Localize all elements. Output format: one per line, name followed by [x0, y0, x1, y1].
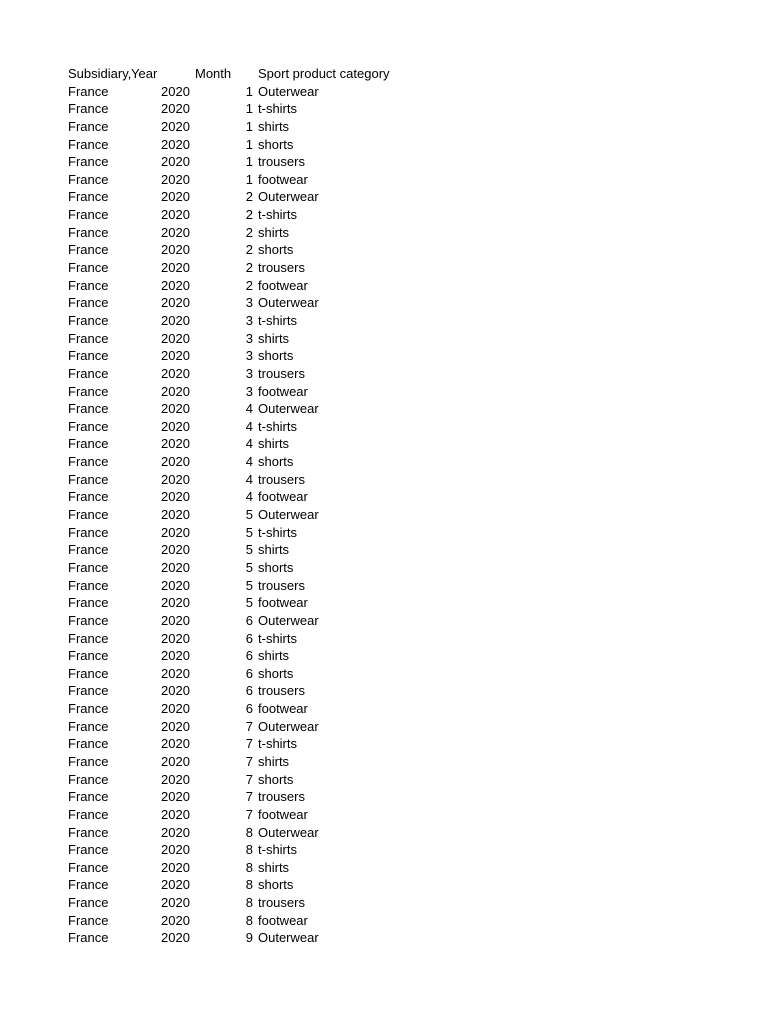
category-cell: shirts [258, 648, 290, 664]
subsidiary-cell: France [68, 930, 109, 946]
table-row [68, 665, 428, 683]
category-cell: shirts [258, 224, 290, 240]
month-cell: 7 [245, 753, 253, 769]
subsidiary-cell: France [68, 83, 109, 99]
subsidiary-cell: France [68, 207, 109, 223]
table-row [68, 630, 428, 648]
subsidiary-cell: France [68, 542, 109, 558]
month-cell: 2 [245, 189, 253, 205]
category-cell: Outerwear [258, 83, 319, 99]
year-cell: 2020 [161, 295, 190, 311]
table-row [68, 824, 428, 842]
year-cell: 2020 [161, 418, 190, 434]
subsidiary-cell: France [68, 118, 109, 134]
table-row [68, 859, 428, 877]
category-cell: Outerwear [258, 401, 319, 417]
year-cell: 2020 [161, 207, 190, 223]
subsidiary-cell: France [68, 789, 109, 805]
category-cell: shorts [258, 665, 294, 681]
month-cell: 6 [245, 665, 253, 681]
month-cell: 8 [245, 842, 253, 858]
year-cell: 2020 [161, 648, 190, 664]
month-cell: 5 [245, 507, 253, 523]
table-row [68, 735, 428, 753]
subsidiary-cell: France [68, 895, 109, 911]
subsidiary-cell: France [68, 630, 109, 646]
month-cell: 5 [245, 524, 253, 540]
subsidiary-cell: France [68, 489, 109, 505]
table-row [68, 718, 428, 736]
year-cell: 2020 [161, 895, 190, 911]
year-cell: 2020 [161, 348, 190, 364]
table-row [68, 83, 428, 101]
subsidiary-cell: France [68, 242, 109, 258]
month-cell: 1 [245, 83, 253, 99]
table-row [68, 259, 428, 277]
subsidiary-cell: France [68, 771, 109, 787]
month-cell: 5 [245, 577, 253, 593]
year-cell: 2020 [161, 118, 190, 134]
category-cell: trousers [258, 789, 305, 805]
subsidiary-cell: France [68, 436, 109, 452]
year-cell: 2020 [161, 507, 190, 523]
month-cell: 4 [245, 489, 253, 505]
subsidiary-cell: France [68, 753, 109, 769]
year-cell: 2020 [161, 242, 190, 258]
table-row [68, 806, 428, 824]
subsidiary-cell: France [68, 312, 109, 328]
category-cell: footwear [258, 489, 308, 505]
table-row [68, 929, 428, 947]
month-cell: 2 [245, 207, 253, 223]
month-cell: 4 [245, 454, 253, 470]
year-cell: 2020 [161, 736, 190, 752]
table-row [68, 224, 428, 242]
subsidiary-cell: France [68, 736, 109, 752]
month-cell: 8 [245, 877, 253, 893]
subsidiary-cell: France [68, 189, 109, 205]
subsidiary-cell: France [68, 612, 109, 628]
year-cell: 2020 [161, 136, 190, 152]
month-cell: 6 [245, 630, 253, 646]
table-row [68, 136, 428, 154]
category-cell: t-shirts [258, 736, 297, 752]
category-cell: t-shirts [258, 524, 297, 540]
year-cell: 2020 [161, 595, 190, 611]
table-row [68, 541, 428, 559]
month-cell: 2 [245, 242, 253, 258]
table-row [68, 471, 428, 489]
subsidiary-cell: France [68, 348, 109, 364]
month-cell: 3 [245, 365, 253, 381]
category-cell: Outerwear [258, 189, 319, 205]
year-cell: 2020 [161, 383, 190, 399]
subsidiary-cell: France [68, 418, 109, 434]
table-row [68, 400, 428, 418]
month-cell: 2 [245, 260, 253, 276]
year-cell: 2020 [161, 101, 190, 117]
year-cell: 2020 [161, 154, 190, 170]
category-cell: t-shirts [258, 842, 297, 858]
year-cell: 2020 [161, 260, 190, 276]
year-cell: 2020 [161, 471, 190, 487]
category-cell: footwear [258, 701, 308, 717]
header-year: Year [131, 66, 158, 81]
year-cell: 2020 [161, 612, 190, 628]
category-cell: trousers [258, 154, 305, 170]
year-cell: 2020 [161, 577, 190, 593]
month-cell: 6 [245, 648, 253, 664]
year-cell: 2020 [161, 524, 190, 540]
month-cell: 1 [245, 171, 253, 187]
subsidiary-cell: France [68, 859, 109, 875]
category-cell: footwear [258, 806, 308, 822]
month-cell: 7 [245, 789, 253, 805]
month-cell: 3 [245, 383, 253, 399]
month-cell: 8 [245, 895, 253, 911]
category-cell: footwear [258, 912, 308, 928]
subsidiary-cell: France [68, 912, 109, 928]
category-cell: shorts [258, 559, 294, 575]
category-cell: shirts [258, 542, 290, 558]
subsidiary-cell: France [68, 171, 109, 187]
subsidiary-cell: France [68, 524, 109, 540]
subsidiary-cell: France [68, 330, 109, 346]
category-cell: t-shirts [258, 207, 297, 223]
table-body [68, 83, 428, 947]
year-cell: 2020 [161, 277, 190, 293]
month-cell: 8 [245, 824, 253, 840]
year-cell: 2020 [161, 436, 190, 452]
category-cell: shorts [258, 771, 294, 787]
subsidiary-cell: France [68, 383, 109, 399]
category-cell: shorts [258, 454, 294, 470]
table-row [68, 453, 428, 471]
table-row [68, 524, 428, 542]
year-cell: 2020 [161, 930, 190, 946]
year-cell: 2020 [161, 683, 190, 699]
table-row [68, 241, 428, 259]
table-row [68, 100, 428, 118]
month-cell: 5 [245, 559, 253, 575]
subsidiary-cell: France [68, 401, 109, 417]
year-cell: 2020 [161, 753, 190, 769]
subsidiary-cell: France [68, 877, 109, 893]
data-sheet [68, 65, 428, 947]
year-cell: 2020 [161, 189, 190, 205]
table-row [68, 894, 428, 912]
subsidiary-cell: France [68, 224, 109, 240]
category-cell: trousers [258, 683, 305, 699]
table-row [68, 876, 428, 894]
table-row [68, 365, 428, 383]
month-cell: 4 [245, 471, 253, 487]
year-cell: 2020 [161, 665, 190, 681]
month-cell: 7 [245, 771, 253, 787]
category-cell: shorts [258, 136, 294, 152]
category-cell: t-shirts [258, 418, 297, 434]
subsidiary-cell: France [68, 471, 109, 487]
category-cell: footwear [258, 595, 308, 611]
subsidiary-cell: France [68, 824, 109, 840]
month-cell: 4 [245, 436, 253, 452]
category-cell: footwear [258, 171, 308, 187]
month-cell: 2 [245, 224, 253, 240]
subsidiary-cell: France [68, 559, 109, 575]
table-row [68, 206, 428, 224]
category-cell: shirts [258, 753, 290, 769]
month-cell: 1 [245, 118, 253, 134]
table-row [68, 488, 428, 506]
category-cell: t-shirts [258, 630, 297, 646]
month-cell: 1 [245, 154, 253, 170]
subsidiary-cell: France [68, 595, 109, 611]
table-row [68, 277, 428, 295]
category-cell: shirts [258, 436, 290, 452]
subsidiary-cell: France [68, 454, 109, 470]
category-cell: shorts [258, 348, 294, 364]
table-row [68, 330, 428, 348]
subsidiary-cell: France [68, 154, 109, 170]
year-cell: 2020 [161, 859, 190, 875]
category-cell: footwear [258, 277, 308, 293]
subsidiary-cell: France [68, 806, 109, 822]
header-month: Month [195, 66, 232, 81]
month-cell: 1 [245, 101, 253, 117]
year-cell: 2020 [161, 718, 190, 734]
table-row [68, 312, 428, 330]
month-cell: 8 [245, 859, 253, 875]
subsidiary-cell: France [68, 277, 109, 293]
month-cell: 9 [245, 930, 253, 946]
table-row [68, 506, 428, 524]
month-cell: 3 [245, 312, 253, 328]
month-cell: 2 [245, 277, 253, 293]
category-cell: Outerwear [258, 507, 319, 523]
subsidiary-cell: France [68, 101, 109, 117]
month-cell: 3 [245, 330, 253, 346]
year-cell: 2020 [161, 877, 190, 893]
category-cell: Outerwear [258, 612, 319, 628]
subsidiary-cell: France [68, 365, 109, 381]
year-cell: 2020 [161, 559, 190, 575]
table-row [68, 347, 428, 365]
category-cell: Outerwear [258, 718, 319, 734]
table-row [68, 577, 428, 595]
category-cell: t-shirts [258, 101, 297, 117]
year-cell: 2020 [161, 330, 190, 346]
month-cell: 8 [245, 912, 253, 928]
month-cell: 1 [245, 136, 253, 152]
category-cell: trousers [258, 471, 305, 487]
category-cell: shirts [258, 859, 290, 875]
category-cell: Outerwear [258, 930, 319, 946]
month-cell: 6 [245, 612, 253, 628]
month-cell: 3 [245, 348, 253, 364]
subsidiary-cell: France [68, 295, 109, 311]
category-cell: trousers [258, 365, 305, 381]
month-cell: 4 [245, 418, 253, 434]
category-cell: shorts [258, 877, 294, 893]
month-cell: 3 [245, 295, 253, 311]
table-row [68, 118, 428, 136]
table-row [68, 294, 428, 312]
category-cell: trousers [258, 895, 305, 911]
table-row [68, 912, 428, 930]
subsidiary-cell: France [68, 683, 109, 699]
category-cell: footwear [258, 383, 308, 399]
subsidiary-cell: France [68, 842, 109, 858]
category-cell: shirts [258, 330, 290, 346]
category-cell: t-shirts [258, 312, 297, 328]
subsidiary-cell: France [68, 507, 109, 523]
category-cell: Outerwear [258, 295, 319, 311]
month-cell: 4 [245, 401, 253, 417]
subsidiary-cell: France [68, 665, 109, 681]
year-cell: 2020 [161, 401, 190, 417]
year-cell: 2020 [161, 365, 190, 381]
subsidiary-cell: France [68, 648, 109, 664]
table-row [68, 612, 428, 630]
subsidiary-cell: France [68, 260, 109, 276]
month-cell: 5 [245, 595, 253, 611]
month-cell: 7 [245, 718, 253, 734]
header-subsidiary: Subsidiary, [68, 66, 132, 81]
category-cell: Outerwear [258, 824, 319, 840]
table-row [68, 383, 428, 401]
year-cell: 2020 [161, 312, 190, 328]
subsidiary-cell: France [68, 701, 109, 717]
month-cell: 5 [245, 542, 253, 558]
year-cell: 2020 [161, 806, 190, 822]
year-cell: 2020 [161, 912, 190, 928]
year-cell: 2020 [161, 701, 190, 717]
table-row [68, 841, 428, 859]
header-row [68, 65, 428, 83]
year-cell: 2020 [161, 83, 190, 99]
year-cell: 2020 [161, 542, 190, 558]
table-row [68, 559, 428, 577]
table-row [68, 435, 428, 453]
year-cell: 2020 [161, 842, 190, 858]
year-cell: 2020 [161, 630, 190, 646]
category-cell: shorts [258, 242, 294, 258]
month-cell: 7 [245, 806, 253, 822]
table-row [68, 682, 428, 700]
month-cell: 6 [245, 683, 253, 699]
table-row [68, 418, 428, 436]
year-cell: 2020 [161, 489, 190, 505]
table-row [68, 700, 428, 718]
subsidiary-cell: France [68, 136, 109, 152]
subsidiary-cell: France [68, 577, 109, 593]
year-cell: 2020 [161, 824, 190, 840]
table-row [68, 753, 428, 771]
table-row [68, 153, 428, 171]
year-cell: 2020 [161, 171, 190, 187]
category-cell: trousers [258, 260, 305, 276]
table-row [68, 594, 428, 612]
table-row [68, 788, 428, 806]
table-row [68, 647, 428, 665]
header-category: Sport product category [258, 66, 390, 81]
year-cell: 2020 [161, 224, 190, 240]
subsidiary-cell: France [68, 718, 109, 734]
table-row [68, 171, 428, 189]
category-cell: shirts [258, 118, 290, 134]
month-cell: 6 [245, 701, 253, 717]
table-row [68, 771, 428, 789]
year-cell: 2020 [161, 771, 190, 787]
month-cell: 7 [245, 736, 253, 752]
table-row [68, 188, 428, 206]
year-cell: 2020 [161, 789, 190, 805]
year-cell: 2020 [161, 454, 190, 470]
category-cell: trousers [258, 577, 305, 593]
